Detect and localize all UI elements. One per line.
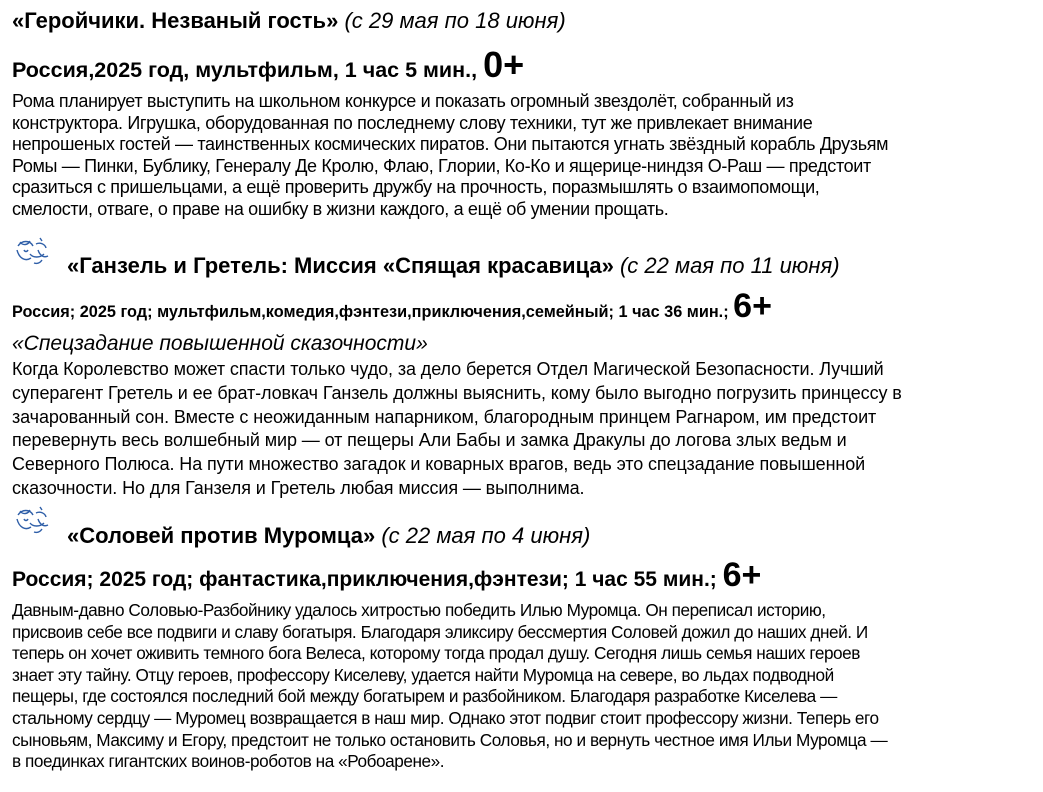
description-line: перевернуть весь волшебный мир — от пещеры Али Бабы и замка Дракулы до логова злых ведьм и <box>12 430 847 451</box>
description-line: зачарованный сон. Вместе с неожиданным напарником, благородным принцем Рагнаром, им предстоит <box>12 406 877 427</box>
movie-meta: Россия; 2025 год; мультфильм,комедия,фэнтези,приключения,семейный; 1 час 36 мин.; <box>12 303 729 321</box>
movie-meta: Россия,2025 год, мультфильм, 1 час 5 мин., <box>12 58 478 82</box>
description-line: Давным-давно Соловью-Разбойнику удалось хитростью победить Илью Муромца. Он переписал историю, <box>12 600 826 620</box>
description-line: смелости, отваге, о праве на ошибку в жизни каждого, а ещё об умении прощать. <box>12 198 669 219</box>
description-line: в поединках гигантских воинов-роботов на «Робоарене». <box>12 751 445 772</box>
movie-dates: (с 22 мая по 11 июня) <box>619 253 840 278</box>
movie-title: «Геройчики. Незваный гость» <box>12 8 339 33</box>
movie-2-meta <box>12 287 772 326</box>
age-rating: 6+ <box>733 287 772 325</box>
theater-masks-icon <box>12 236 52 270</box>
description-line: сказочности. Но для Ганзеля и Гретель любая миссия — выполнима. <box>12 477 585 498</box>
description-line: сыновьям, Максиму и Егору, предстоит не только остановить Соловья, но и вернуть честное имя Ильи Муромца — <box>12 729 888 750</box>
age-rating: 0+ <box>483 44 525 85</box>
movie-3-description <box>12 600 887 773</box>
description-line: сразиться с пришельцами, а ещё проверить дружбу на прочность, поразмышлять о взаимопомощи, <box>12 177 820 198</box>
movie-title: «Соловей против Муромца» <box>67 523 376 548</box>
movie-2-title-line <box>67 253 840 279</box>
description-line: непрошеных гостей — таинственных космических пиратов. Они пытаются угнать звёздный корабль Друзьям <box>12 134 889 155</box>
description-line: суперагент Гретель и ее брат-ловкач Ганзель должны выяснить, кому было выгодно погрузить принцессу в <box>12 382 902 403</box>
description-line: теперь он хочет оживить темного бога Велеса, которому тогда продал душу. Сегодня лишь семья наших героев <box>12 643 860 664</box>
movie-dates: (с 22 мая по 4 июня) <box>381 523 591 548</box>
description-line: Ромы — Пинки, Бублику, Генералу Де Кролю, Флаю, Глории, Ко-Ко и ящерице-ниндзя О-Раш — предстоит <box>12 155 871 176</box>
movie-1-meta <box>12 44 524 86</box>
description-line: стальному сердцу — Муромец возвращается в наш мир. Однако этот подвиг стоит профессору жизни. Теперь его <box>12 707 879 728</box>
movie-1-title-line <box>12 8 566 34</box>
description-line: пещеры, где состоялся последний бой между богатырем и разбойником. Благодаря разработке Киселева — <box>12 686 837 707</box>
description-line: Когда Королевство может спасти только чудо, за дело берется Отдел Магической Безопасности. Лучший <box>12 359 884 379</box>
movie-1-description <box>12 91 888 221</box>
description-line: знает эту тайну. Отцу героев, профессору Киселеву, удается найти Муромца на севере, во льдах подводной <box>12 664 834 685</box>
movie-3-meta <box>12 556 761 595</box>
description-line: присвоив себе все подвиги и славу богатыря. Благодаря эликсиру бессмертия Соловей дожил до наших дней. И <box>12 621 868 642</box>
movie-tagline: «Спецзадание повышенной сказочности» <box>12 332 428 355</box>
movie-title: «Ганзель и Гретель: Миссия «Спящая красавица» <box>67 253 614 278</box>
movie-dates: (с 29 мая по 18 июня) <box>344 8 566 33</box>
movie-meta: Россия; 2025 год; фантастика,приключения,фэнтези; 1 час 55 мин.; <box>12 568 717 591</box>
description-line: Рома планирует выступить на школьном конкурсе и показать огромный звездолёт, собранный из <box>12 91 794 111</box>
movie-2-description <box>12 358 902 501</box>
description-line: конструктора. Игрушка, оборудованная по последнему слову техники, тут же привлекает внимание <box>12 112 813 133</box>
movie-3-title-line <box>67 523 590 549</box>
description-line: Северного Полюса. На пути множество загадок и коварных врагов, ведь это спецзадание повышенной <box>12 454 866 475</box>
age-rating: 6+ <box>722 556 762 594</box>
theater-masks-icon <box>12 505 52 539</box>
